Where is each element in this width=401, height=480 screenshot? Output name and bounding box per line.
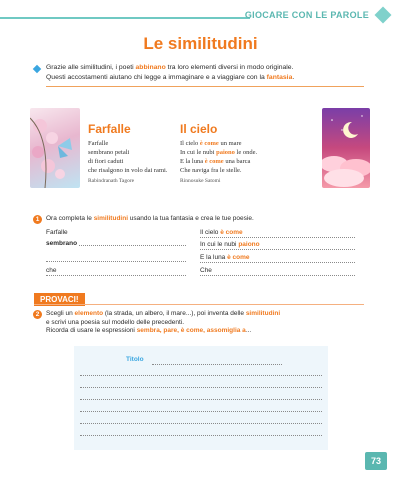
section-header — [0, 6, 401, 28]
intro-line-2: Questi accostamenti aiutano chi legge a immaginare e a viaggiare con la fantasia. — [46, 73, 295, 81]
writing-line[interactable] — [80, 410, 322, 412]
fill-label: Farfalle — [46, 229, 68, 236]
exercise-2-instructions: Scegli un elemento (la strada, un albero, il mare...), poi inventa delle similitudini e scrivi una poesia sul modello delle precedenti. Ricorda di usare le espressioni sembra, pare, è come, assomiglia a... — [46, 310, 281, 334]
blank-line-right-2[interactable] — [200, 248, 355, 250]
highlight-word: abbinano — [135, 64, 166, 71]
section-title: GIOCARE CON LE PAROLE — [244, 10, 369, 20]
writing-line[interactable] — [80, 374, 322, 376]
fill-label: In cui le nubi paiono — [200, 241, 260, 248]
poem-line: E la luna è come una barca — [180, 158, 251, 165]
poem-title-right: Il cielo — [180, 122, 218, 136]
fill-label: sembrano — [46, 240, 78, 247]
header-rule — [0, 17, 250, 19]
poems-section — [30, 108, 370, 198]
poem-line: di fiori caduti — [88, 158, 124, 165]
exercise-number: 1 — [33, 215, 42, 224]
blank-line-right-4[interactable] — [200, 274, 355, 276]
poem-line: Che naviga fra le stelle. — [180, 167, 242, 174]
writing-line[interactable] — [80, 434, 322, 436]
poem-line-highlight: sembrano petali — [88, 149, 130, 156]
poem-line: che risalgono in volo dai rami. — [88, 167, 168, 174]
writing-line[interactable] — [80, 386, 322, 388]
night-sky-clouds-illustration — [322, 108, 370, 188]
highlight-word: fantasia — [266, 73, 293, 81]
blank-line-left-3[interactable] — [46, 274, 186, 276]
diamond-icon — [375, 7, 392, 24]
title-label: Titolo — [126, 356, 144, 363]
bullet-diamond-icon — [33, 65, 41, 73]
exercise-number: 2 — [33, 310, 42, 319]
blank-line-right-3[interactable] — [200, 261, 355, 263]
title-blank[interactable] — [152, 363, 282, 365]
fill-label: Il cielo è come — [200, 229, 243, 236]
intro-line-1: Grazie alle similitudini, i poeti abbinano tra loro elementi diversi in modo originale. — [46, 64, 294, 71]
butterfly-flowers-illustration — [30, 108, 80, 188]
fill-label: che — [46, 267, 57, 274]
provaci-badge: PROVACI! — [34, 293, 85, 306]
poem-line: Farfalle — [88, 140, 109, 147]
page-title: Le similitudini — [143, 34, 258, 53]
intro-underline — [46, 86, 364, 87]
writing-area[interactable] — [74, 346, 328, 450]
poem-line: Il cielo è come un mare — [180, 140, 242, 147]
writing-line[interactable] — [80, 422, 322, 424]
fill-label: Che — [200, 267, 212, 274]
provaci-rule — [34, 304, 364, 305]
intro-text — [46, 63, 366, 82]
poem-author-right: Rinnosuke Satomi — [180, 178, 221, 184]
poem-line: In cui le nubi paiono le onde. — [180, 149, 258, 156]
blank-line-right-1[interactable] — [200, 236, 355, 238]
writing-line[interactable] — [80, 398, 322, 400]
page-number: 73 — [365, 452, 387, 470]
poem-author-left: Rabindranath Tagore — [88, 178, 135, 184]
poem-title-left: Farfalle — [88, 122, 131, 136]
blank-line-left-2[interactable] — [46, 260, 186, 262]
exercise-1-instructions: Ora completa le similitudini usando la tua fantasia e crea le tue poesie. — [46, 215, 254, 222]
fill-label: E la luna è come — [200, 254, 250, 261]
